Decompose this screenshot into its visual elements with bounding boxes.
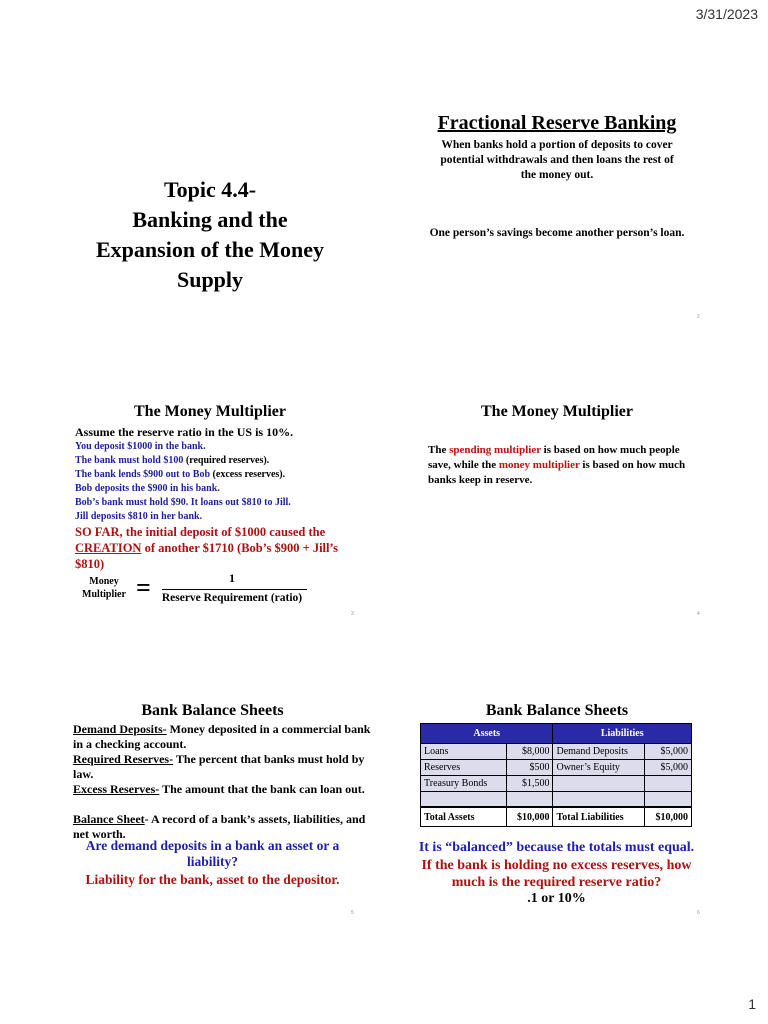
slide-1-title — [40, 175, 380, 295]
table-header-row — [421, 724, 692, 744]
table-total-row — [421, 807, 692, 827]
table-cell — [553, 792, 645, 808]
table-cell: $5,000 — [645, 744, 692, 760]
step-text: Jill deposits $810 in her bank. — [75, 511, 203, 522]
spending-multiplier-term: spending multiplier — [449, 444, 541, 456]
title-line: Expansion of the Money — [96, 237, 324, 262]
slide-2 — [387, 112, 727, 342]
money-multiplier-term: money multiplier — [498, 459, 580, 471]
term: Demand Deposits- — [73, 722, 167, 736]
so-far-text — [75, 524, 365, 572]
table-cell: Owner’s Equity — [553, 760, 645, 776]
table-row — [421, 744, 692, 760]
term-definition: Money deposited in a commercial bank in a checking account. — [73, 722, 371, 751]
formula-left — [75, 575, 133, 601]
definition-required-reserves — [73, 752, 373, 782]
term-definition: The percent that banks must hold by law. — [73, 752, 365, 781]
step-1 — [75, 441, 206, 452]
table-row — [421, 792, 692, 808]
definition-line: potential withdrawals and then loans the rest of — [440, 154, 674, 166]
fraction-bar — [162, 589, 307, 590]
slide-4 — [387, 403, 727, 633]
slide-1 — [40, 100, 380, 330]
slide-number: 4 — [697, 611, 700, 617]
text-part: is based on how much banks keep in reserve. — [428, 459, 686, 486]
formula-numerator: 1 — [229, 571, 235, 585]
slide-3-title: The Money Multiplier — [134, 403, 286, 420]
answer-text: Liability for the bank, asset to the depositor. — [85, 872, 340, 887]
title-line: Supply — [176, 267, 244, 292]
table-cell — [645, 792, 692, 808]
title-line: Topic 4.4- — [163, 177, 257, 202]
definition-line: the money out. — [520, 169, 594, 181]
slide-5-title: Bank Balance Sheets — [141, 702, 284, 719]
step-2 — [75, 455, 269, 466]
table-row — [421, 760, 692, 776]
table-row — [421, 776, 692, 792]
page-number: 1 — [748, 996, 756, 1012]
slide-number: 2 — [697, 314, 700, 320]
term: Excess Reserves- — [73, 782, 160, 796]
table-cell — [421, 792, 507, 808]
text-part: The — [428, 444, 450, 456]
term-definition: The amount that the bank can loan out. — [159, 782, 365, 796]
slide-number: 6 — [697, 910, 700, 916]
equals-sign: = — [136, 573, 151, 602]
step-5 — [75, 497, 291, 508]
reserve-ratio-answer: .1 or 10% — [527, 891, 586, 906]
table-cell: $8,000 — [506, 744, 553, 760]
table-cell: Treasury Bonds — [421, 776, 507, 792]
step-note: (required reserves). — [183, 455, 270, 466]
so-far-part: SO FAR, the initial deposit of $1000 caused the — [75, 525, 326, 539]
slide-5 — [40, 702, 380, 932]
creation-word: CREATION — [75, 541, 142, 555]
question-text: Are demand deposits in a bank an asset or a liability? — [85, 838, 340, 869]
so-far-part: of another $1710 (Bob’s $900 + Jill’s $810) — [75, 541, 339, 571]
term: Balance Sheet — [73, 812, 145, 826]
definition-demand-deposits — [73, 722, 373, 752]
step-text: You deposit $1000 in the bank. — [75, 441, 206, 452]
step-3 — [75, 469, 285, 480]
definition-excess-reserves — [73, 782, 373, 797]
slide-2-definition — [407, 138, 707, 183]
title-line: Banking and the — [132, 207, 288, 232]
definition-line: When banks hold a portion of deposits to cover — [441, 139, 673, 151]
table-cell: Total Assets — [421, 807, 507, 827]
slide-6 — [387, 702, 727, 932]
slide-4-title: The Money Multiplier — [481, 403, 633, 420]
multiplier-comparison — [428, 443, 698, 488]
text-part: is based on how much people save, while the — [428, 444, 680, 471]
assets-header: Assets — [421, 724, 553, 744]
balance-sheet-table — [420, 723, 692, 827]
term-definition: - A record of a bank’s assets, liabilities, and net worth. — [73, 812, 366, 841]
slide-2-title: Fractional Reserve Banking — [437, 112, 677, 134]
table-cell — [645, 776, 692, 792]
balanced-explanation: It is “balanced” because the totals must equal. — [418, 840, 695, 855]
slide-number: 3 — [351, 611, 354, 617]
formula-left-line: Multiplier — [82, 589, 126, 600]
table-cell: $10,000 — [645, 807, 692, 827]
step-text: Bob’s bank must hold $90. It loans out $810 to Jill. — [75, 497, 291, 508]
formula-left-line: Money — [89, 576, 119, 587]
table-cell: Total Liabilities — [553, 807, 645, 827]
table-cell: Demand Deposits — [553, 744, 645, 760]
step-6 — [75, 511, 202, 522]
slide-2-note: One person’s savings become another person’s loan. — [429, 227, 685, 239]
liabilities-header: Liabilities — [553, 724, 692, 744]
step-4 — [75, 483, 220, 494]
table-cell: $500 — [506, 760, 553, 776]
step-text: Bob deposits the $900 in his bank. — [75, 483, 220, 494]
step-text: The bank lends $900 out to Bob — [75, 469, 211, 480]
slide-6-title: Bank Balance Sheets — [485, 702, 629, 719]
assumption-text: Assume the reserve ratio in the US is 10%. — [75, 425, 294, 439]
formula-denominator: Reserve Requirement (ratio) — [161, 592, 303, 604]
table-cell: Reserves — [421, 760, 507, 776]
slide-3 — [40, 403, 380, 633]
table-cell — [553, 776, 645, 792]
step-note: (excess reserves). — [210, 469, 286, 480]
term: Required Reserves- — [73, 752, 174, 766]
table-cell: $5,000 — [645, 760, 692, 776]
table-cell: $10,000 — [506, 807, 553, 827]
print-date: 3/31/2023 — [695, 6, 758, 22]
step-text: The bank must hold $100 — [75, 455, 184, 466]
table-cell — [506, 792, 553, 808]
table-cell: $1,500 — [506, 776, 553, 792]
reserve-ratio-question: If the bank is holding no excess reserves, how much is the required reserve ratio? — [421, 858, 692, 890]
slide-number: 5 — [351, 910, 354, 916]
table-cell: Loans — [421, 744, 507, 760]
